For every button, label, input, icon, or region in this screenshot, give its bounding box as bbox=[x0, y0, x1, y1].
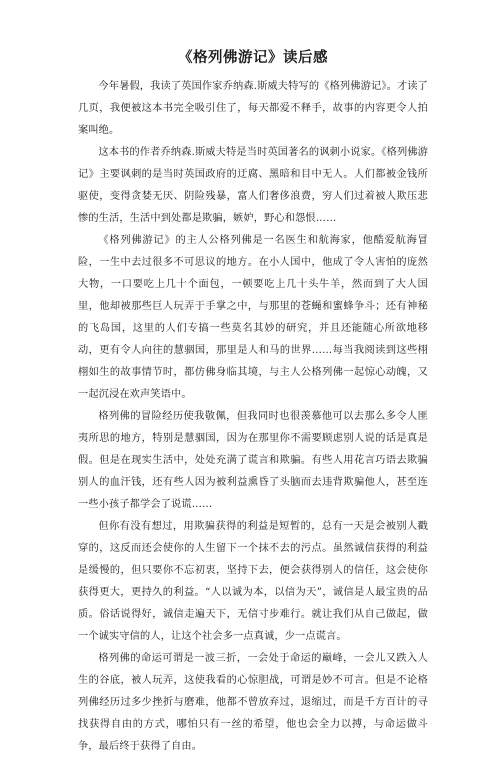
document-title: 《格列佛游记》读后感 bbox=[178, 49, 328, 66]
paragraph: 今年暑假，我读了英国作家乔纳森.斯威夫特写的《格列佛游记》。才读了几页，我便被这本书完全吸引住了，每天都爱不释手，故事的内容更令人拍案叫绝。 bbox=[78, 81, 428, 136]
paragraph: 这本书的作者乔纳森.斯威夫特是当时英国著名的讽刺小说家。《格列佛游记》主要讽刺的是当时英国政府的迂腐、黑暗和目中无人。人们都被金钱所驱使，变得贪婪无厌、阴险残暴，富人们奢侈浪费，穷人们过着被人欺压悲惨的生活，生活中到处都是欺骗，嫉妒，野心和怨恨…… bbox=[78, 147, 428, 224]
paragraph: 格列佛的冒险经历使我敬佩，但我同时也很羡慕他可以去那么多令人匪夷所思的地方，特别是慧骃国，因为在那里你不需要顾虑别人说的话是真是假。但是在现实生活中，处处充满了谎言和欺骗。有些人用花言巧语去欺骗别人的血汗钱，还有些人因为被利益熏昏了头脑而去违背欺骗他人，甚至连一些小孩子都学会了说谎…… bbox=[78, 411, 428, 510]
paragraph: 但你有没有想过，用欺骗获得的利益是短暂的，总有一天是会被别人戳穿的，这反而还会使你的人生留下一个抹不去的污点。虽然诚信获得的利益是缓慢的，但只要你不忘初衷，坚持下去，便会获得别人的信任，这会使你获得更大，更持久的利益。“人以诚为本，以信为天”，诚信是人最宝贵的品质。俗话说得好，诚信走遍天下，无信寸步难行。就让我们从自己做起，做一个诚实守信的人，让这个社会多一点真诚，少一点谎言。 bbox=[78, 521, 428, 642]
paragraph: 《格列佛游记》的主人公格列佛是一名医生和航海家，他酷爱航海冒险，一生中去过很多不可思议的地方。在小人国中，他成了令人害怕的庞然大物，一口要吃上几十个面包，一顿要吃上几十头牛羊，然而到了大人国里，他却被那些巨人玩弄于手掌之中，与那里的苍蝇和蜜蜂争斗；还有神秘的飞岛国，这里的人们专搞一些莫名其妙的研究，并且还能随心所欲地移动，更有令人向往的慧骃国，那里是人和马的世界……每当我阅读到这些栩栩如生的故事情节时，都仿佛身临其境，与主人公格列佛一起惊心动魄，又一起沉浸在欢声笑语中。 bbox=[78, 235, 428, 400]
paragraph: 格列佛的命运可谓是一波三折，一会处于命运的巅峰，一会儿又跌入人生的谷底，被人玩弄，这使我看的心惊胆战，可谓是妙不可言。但是不论格列佛经历过多少挫折与磨难，他都不曾放弃过，退缩过，而是千方百计的寻找获得自由的方式，哪怕只有一丝的希望，他也会全力以搏，与命运做斗争，最后终于获得了自由。 bbox=[78, 653, 428, 752]
document-body bbox=[78, 76, 428, 758]
